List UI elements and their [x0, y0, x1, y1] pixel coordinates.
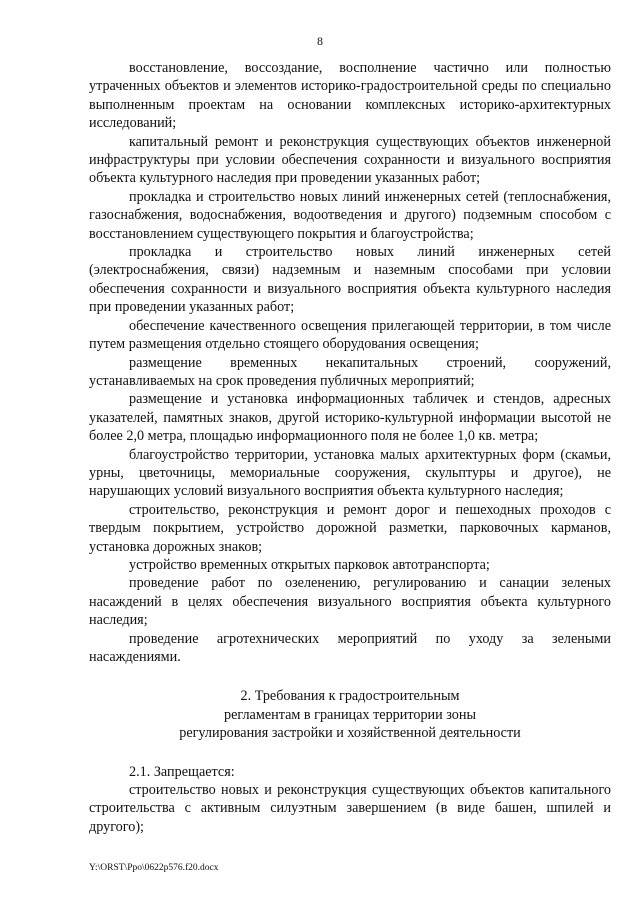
list-paragraph: устройство временных открытых парковок автотранспорта; — [129, 556, 490, 573]
list-paragraph: обеспечение качественного освещения прилегающей территории, в том числе путем размещения отдельно стоящего оборудования освещения; — [89, 317, 611, 353]
section-heading-line: 2. Требования к градостроительным — [240, 688, 460, 705]
section-heading-line: регламентам в границах территории зоны — [223, 706, 477, 723]
subsection-label: 2.1. Запрещается: — [129, 763, 235, 780]
section-heading — [89, 687, 611, 742]
list-paragraph: благоустройство территории, установка малых архитектурных форм (скамьи, урны, цветочницы, мемориальные сооружения, скульптуры и другое), не нарушающих условий визуального восприятия объекта культурного наследия; — [89, 446, 611, 500]
footer-file-path: Y:\ORST\Ppo\0622p576.f20.docx — [89, 863, 219, 873]
section-heading-line: регулирования застройки и хозяйственной деятельности — [179, 725, 521, 742]
list-paragraph: размещение и установка информационных табличек и стендов, адресных указателей, памятных знаков, другой историко-культурной информации высотой не более 2,0 метра, площадью информационного поля не более 1,0 кв. метра; — [89, 391, 611, 445]
list-paragraph: размещение временных некапитальных строений, сооружений, устанавливаемых на срок проведения публичных мероприятий; — [89, 354, 611, 389]
list-paragraph: проведение агротехнических мероприятий по уходу за зелеными насаждениями. — [89, 630, 611, 665]
list-paragraph: капитальный ремонт и реконструкция существующих объектов инженерной инфраструктуры при условии обеспечения сохранности и визуального восприятия объекта культурного наследия при проведении указанных работ; — [89, 133, 611, 187]
list-paragraph: строительство новых и реконструкция существующих объектов капитального строительства с активным силуэтным завершением (в виде башен, шпилей и другого); — [89, 782, 611, 835]
list-paragraph: прокладка и строительство новых линий инженерных сетей (теплоснабжения, газоснабжения, водоснабжения, водоотведения и другого) подземным способом с восстановлением существующего покрытия и благоустройства; — [89, 188, 611, 242]
list-paragraph: строительство, реконструкция и ремонт дорог и пешеходных проходов с твердым покрытием, устройство дорожной разметки, парковочных карманов, установка дорожных знаков; — [89, 501, 611, 555]
document-body — [89, 59, 611, 836]
page-number: 8 — [317, 34, 323, 48]
list-paragraph: восстановление, воссоздание, восполнение частично или полностью утраченных объектов и элементов историко-градостроительной среды по специально выполненным проектам на основании комплексных историко-архитектурных исследований; — [89, 60, 611, 132]
list-paragraph: прокладка и строительство новых линий инженерных сетей (электроснабжения, связи) надземным и наземным способами при условии обеспечения сохранности и визуального восприятия объекта культурного наследия при проведении указанных работ; — [89, 244, 611, 316]
list-paragraph: проведение работ по озеленению, регулированию и санации зеленых насаждений в целях обеспечения визуального восприятия объекта культурного наследия; — [89, 575, 611, 629]
